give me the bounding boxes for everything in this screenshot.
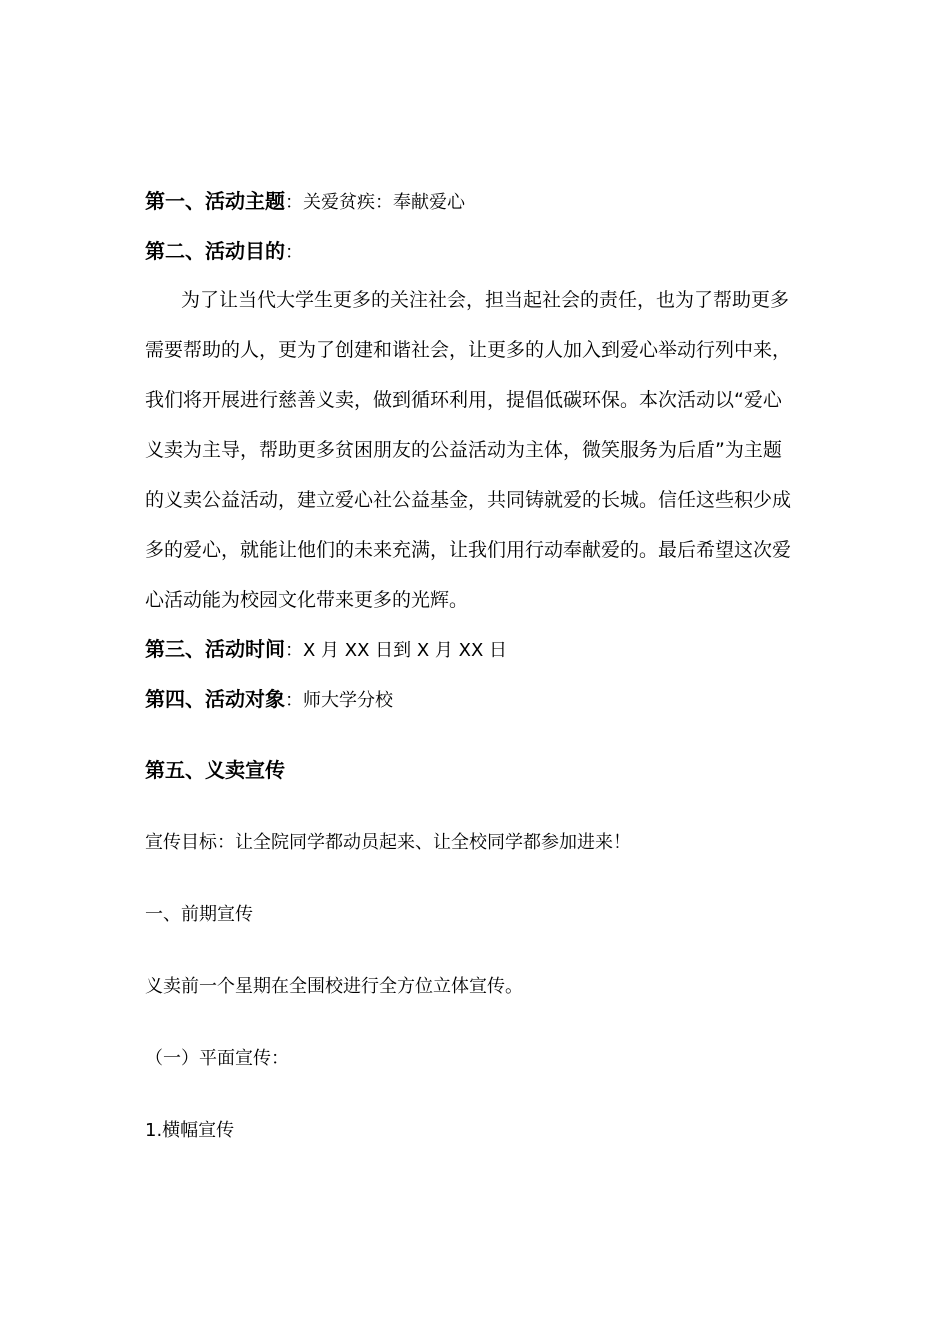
section-publicity <box>145 758 285 783</box>
paragraph-line: 需要帮助的人，更为了创建和谐社会，让更多的人加入到爱心举动行列中来， <box>145 339 792 361</box>
section-time <box>145 637 507 663</box>
section-heading: 第三、活动时间 <box>145 637 285 661</box>
section-audience <box>145 687 393 713</box>
purpose-paragraph <box>145 275 807 625</box>
paragraph-line: 的义卖公益活动，建立爱心社公益基金，共同铸就爱的长城。信任这些积少成 <box>145 489 792 511</box>
paragraph-line: 我们将开展进行慈善义卖，做到循环利用，提倡低碳环保。本次活动以“爱心 <box>145 389 782 411</box>
section-heading: 第二、活动目的 <box>145 239 285 263</box>
separator: ： <box>285 690 303 711</box>
early-publicity-desc: 义卖前一个星期在全围校进行全方位立体宣传。 <box>145 976 523 997</box>
paragraph-line: 为了让当代大学生更多的关注社会，担当起社会的责任，也为了帮助更多 <box>181 289 790 311</box>
section-heading: 第四、活动对象 <box>145 687 285 711</box>
paragraph-line: 义卖为主导，帮助更多贫困朋友的公益活动为主体，微笑服务为后盾”为主题 <box>145 439 782 461</box>
banner-item: 1.横幅宣传 <box>145 1120 235 1141</box>
flat-publicity-heading: （一）平面宣传： <box>145 1048 289 1069</box>
audience-value: 师大学分校 <box>303 690 393 711</box>
theme-value: 关爱贫疾：奉献爱心 <box>303 192 465 213</box>
section-heading: 第一、活动主题 <box>145 189 285 213</box>
time-value: X 月 XX 日到 X 月 XX 日 <box>303 640 508 661</box>
section-theme <box>145 189 465 215</box>
separator: ： <box>285 242 303 263</box>
section-heading: 第五、义卖宣传 <box>145 758 285 782</box>
separator: ： <box>285 192 303 213</box>
section-purpose <box>145 239 303 265</box>
separator: ： <box>285 640 303 661</box>
paragraph-line: 多的爱心，就能让他们的未来充满，让我们用行动奉献爱的。最后希望这次爱 <box>145 539 792 561</box>
paragraph-line: 心活动能为校园文化带来更多的光辉。 <box>145 589 469 611</box>
publicity-goal: 宣传目标：让全院同学都动员起来、让全校同学都参加进来！ <box>145 832 631 853</box>
early-publicity-heading: 一、前期宣传 <box>145 904 253 925</box>
